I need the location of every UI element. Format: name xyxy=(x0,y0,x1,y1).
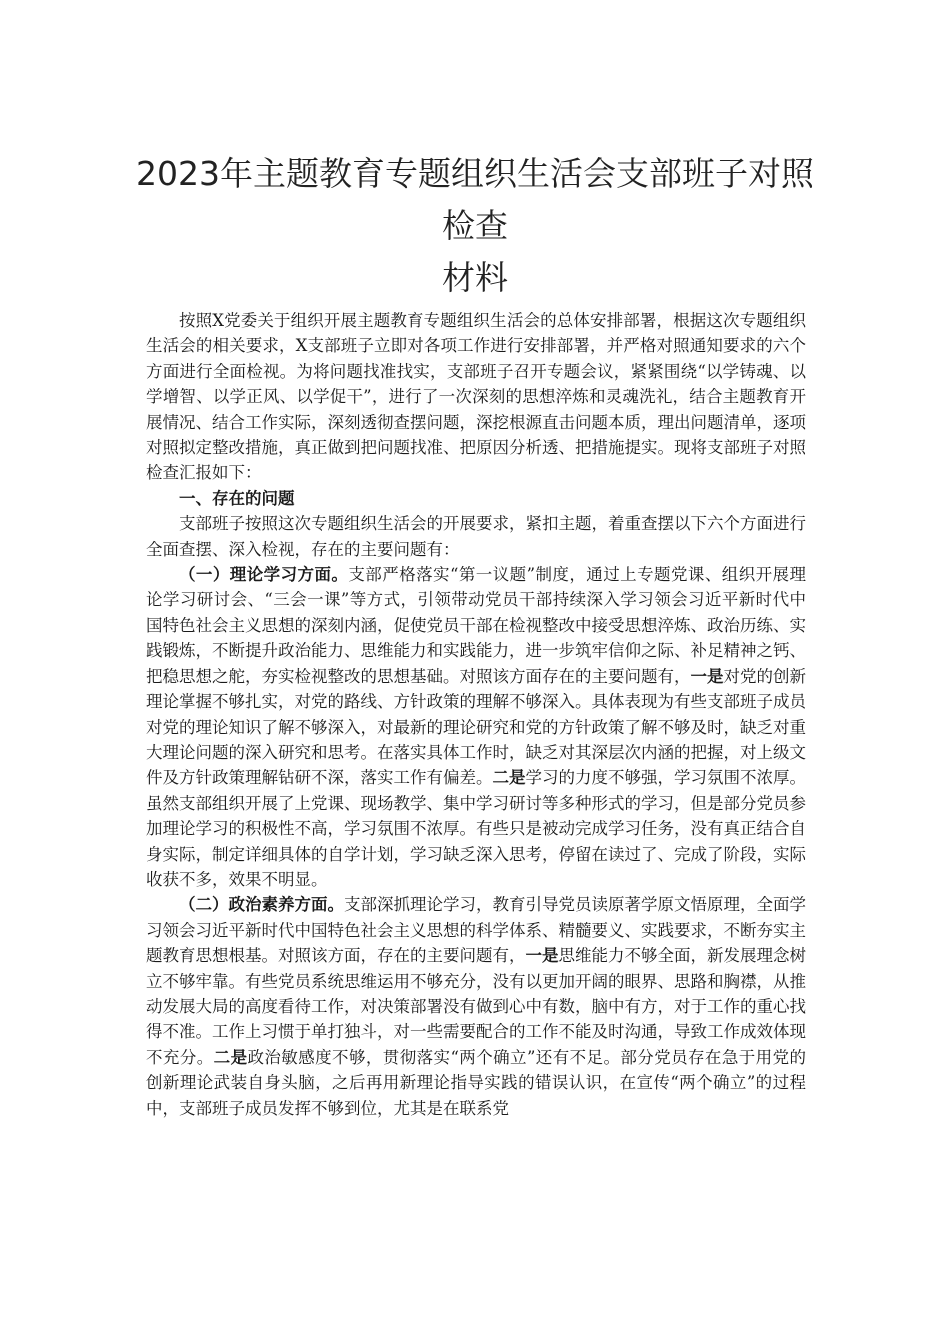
keyword-first: 一是 xyxy=(525,946,559,966)
title-line-2: 材料 xyxy=(442,258,508,297)
political-text-b: 思维能力不够全面，新发展理念树立不够牢靠。有些党员系统思维运用不够充分，没有以更加开阔的眼界、思路和胸襟，从推动发展大局的高度看待工作，对决策部署没有做到心中有数，脑中有方，对于工作的重心找得不准。工作上习惯于单打独斗，对一些需要配合的工作不能及时沟通，导致工作成效体现不充分。 xyxy=(146,946,806,1067)
political-text-c: 政治敏感度不够，贯彻落实“两个确立”还有不足。部分党员存在急于用党的创新理论武装自身头脑，之后再用新理论指导实践的错误认识，在宣传“两个确立”的过程中，支部班子成员发挥不够到位，尤其是在联系党 xyxy=(146,1047,806,1118)
document-title xyxy=(120,148,830,304)
document-body xyxy=(146,308,806,1121)
theory-text-c: 学习的力度不够强，学习氛围不浓厚。虽然支部组织开展了上党课、现场教学、集中学习研讨等多种形式的学习，但是部分党员参加理论学习的积极性不高，学习氛围不浓厚。有些只是被动完成学习任务，没有真正结合自身实际，制定详细具体的自学计划，学习缺乏深入思考，停留在读过了、完成了阶段，实际收获不多，效果不明显。 xyxy=(146,768,806,889)
theory-text-a: 支部严格落实“第一议题”制度，通过上专题党课、组织开展理论学习研讨会、“三会一课”等方式，引领带动党员干部持续深入学习领会习近平新时代中国特色社会主义思想的深刻内涵，促使党员干部在检视整改中接受思想淬炼、政治历练、实践锻炼，不断提升政治能力、思维能力和实践能力，进一步筑牢信仰之际、补足精神之钙、把稳思想之舵，夯实检视整改的思想基础。对照该方面存在的主要问题有， xyxy=(146,565,806,686)
section-intro-paragraph: 支部班子按照这次专题组织生活会的开展要求，紧扣主题，着重查摆以下六个方面进行全面查摆、深入检视，存在的主要问题有： xyxy=(146,514,806,559)
title-line-1: 2023年主题教育专题组织生活会支部班子对照检查 xyxy=(136,154,814,245)
theory-study-paragraph xyxy=(146,562,806,892)
political-quality-paragraph xyxy=(146,892,806,1121)
keyword-first: 一是 xyxy=(690,666,724,686)
intro-paragraph: 按照X党委关于组织开展主题教育专题组织生活会的总体安排部署，根据这次专题组织生活会的相关要求，X支部班子立即对各项工作进行安排部署，并严格对照通知要求的六个方面进行全面检视。为将问题找准找实，支部班子召开专题会议，紧紧围绕“以学铸魂、以学增智、以学正风、以学促干”，进行了一次深刻的思想淬炼和灵魂洗礼，结合主题教育开展情况、结合工作实际，深刻透彻查摆问题，深挖根源直击问题本质，理出问题清单，逐项对照拟定整改措施，真正做到把问题找准、把原因分析透、把措施提实。现将支部班子对照检查汇报如下： xyxy=(146,311,806,483)
theory-text-b: 对党的创新理论掌握不够扎实，对党的路线、方针政策的理解不够深入。具体表现为有些支部班子成员对党的理论知识了解不够深入，对最新的理论研究和党的方针政策了解不够及时，缺乏对重大理论问题的深入研究和思考。在落实具体工作时，缺乏对其深层次内涵的把握，对上级文件及方针政策理解钻研不深，落实工作有偏差。 xyxy=(146,666,806,788)
section-heading-problems: 一、存在的问题 xyxy=(179,488,295,508)
subsection-label-theory: （一）理论学习方面。 xyxy=(179,565,349,585)
political-text-a: 支部深抓理论学习，教育引导党员读原著学原文悟原理，全面学习领会习近平新时代中国特色社会主义思想的科学体系、精髓要义、实践要求，不断夯实主题教育思想根基。对照该方面，存在的主要问题有， xyxy=(146,895,806,966)
subsection-label-political: （二）政治素养方面。 xyxy=(179,895,344,915)
keyword-second: 二是 xyxy=(213,1047,248,1067)
keyword-second: 二是 xyxy=(492,768,526,788)
